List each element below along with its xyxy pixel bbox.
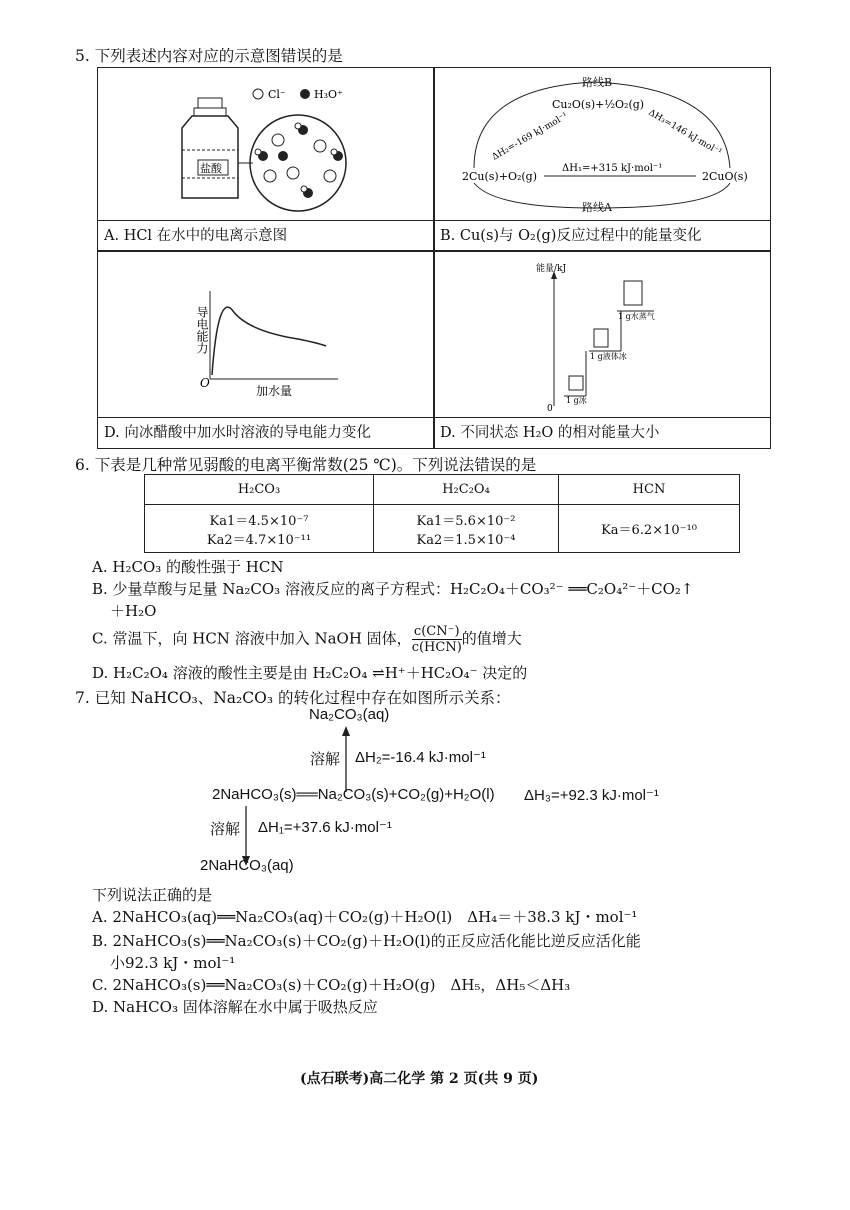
ka-header-h2co3: H₂CO₃ xyxy=(145,475,374,505)
q6-option-c: C. 常温下，向 HCN 溶液中加入 NaOH 固体， $\frac{c(CN^-)}{\text{c(HCN)}}$ 的值增大 xyxy=(92,624,522,655)
q7-option-c: C. 2NaHCO₃(s)══Na₂CO₃(s)＋CO₂(g)＋H₂O(g) ΔH₅，ΔH₅＜ΔH₃ xyxy=(92,976,571,994)
ka-table xyxy=(144,474,740,553)
q7-top-species: Na₂CO₃(aq) xyxy=(309,706,390,723)
hcl-ionization-diagram xyxy=(98,68,434,218)
q7-dh3: ΔH₃=+92.3 kJ·mol⁻¹ xyxy=(524,787,659,804)
energy-zero: 0 xyxy=(547,404,553,414)
chart-origin: O xyxy=(200,376,210,390)
q7-dissolve-bottom: 溶解 xyxy=(210,820,241,838)
q5-c-caption: D. 向冰醋酸中加水时溶液的导电能力变化 xyxy=(104,425,371,441)
ka-header-hcn: HCN xyxy=(559,475,740,505)
q7-option-a: A. 2NaHCO₃(aq)══Na₂CO₃(aq)＋CO₂(g)＋H₂O(l) ΔH₄＝＋38.3 kJ・mol⁻¹ xyxy=(92,908,638,926)
q5-panel-c xyxy=(97,250,435,449)
q5-stem: 5. 下列表述内容对应的示意图错误的是 xyxy=(75,47,343,65)
q5-panel-b xyxy=(433,67,771,252)
energy-ylabel: 能量/kJ xyxy=(536,264,567,274)
chart-xlabel: 加水量 xyxy=(256,384,293,398)
route-a-label: 路线A xyxy=(582,201,612,214)
cu-top: Cu₂O(s)+½O₂(g) xyxy=(552,98,645,111)
q7-option-d: D. NaHCO₃ 固体溶解在水中属于吸热反应 xyxy=(92,998,378,1016)
q5-a-caption: A. HCl 在水中的电离示意图 xyxy=(104,228,288,244)
dh1-label: ΔH₁=+315 kJ·mol⁻¹ xyxy=(562,163,663,174)
q6-option-a: A. H₂CO₃ 的酸性强于 HCN xyxy=(92,558,284,576)
q5-d-caption: D. 不同状态 H₂O 的相对能量大小 xyxy=(440,425,660,441)
q6-option-b: B. 少量草酸与足量 Na₂CO₃ 溶液反应的离子方程式：H₂C₂O₄＋CO₃²⁻ ══C₂O₄²⁻＋CO₂↑ xyxy=(92,580,694,598)
cu-left: 2Cu(s)+O₂(g) xyxy=(462,170,537,183)
dh3-label: ΔH₃=146 kJ·mol⁻¹ xyxy=(646,107,724,158)
cu-energy-diagram xyxy=(434,68,770,218)
dh2-label: ΔH₂=-169 kJ·mol⁻¹ xyxy=(490,111,570,163)
page-footer: (点石联考)高二化学 第 2 页(共 9 页) xyxy=(300,1071,539,1087)
level-liquid: 1 g液体冰 xyxy=(590,352,627,361)
cu-right: 2CuO(s) xyxy=(702,170,748,183)
q7-dh1: ΔH₁=+37.6 kJ·mol⁻¹ xyxy=(258,819,392,836)
q6-option-b-cont: ＋H₂O xyxy=(110,602,157,620)
ka-header-h2c2o4: H₂C₂O₄ xyxy=(374,475,559,505)
q7-option-b: B. 2NaHCO₃(s)══Na₂CO₃(s)＋CO₂(g)＋H₂O(l)的正反应活化能比逆反应活化能 xyxy=(92,932,641,950)
q5-panel-d xyxy=(433,250,771,449)
level-vapor: 1 g水蒸气 xyxy=(618,312,655,321)
ka-cell-h2co3: Ka1＝4.5×10⁻⁷ Ka2＝4.7×10⁻¹¹ xyxy=(145,505,374,553)
q6-option-d: D. H₂C₂O₄ 溶液的酸性主要是由 H₂C₂O₄ ⇌H⁺＋HC₂O₄⁻ 决定的 xyxy=(92,664,528,682)
q7-option-b-cont: 小92.3 kJ・mol⁻¹ xyxy=(110,954,236,972)
q7-dh2: ΔH₂=-16.4 kJ·mol⁻¹ xyxy=(355,749,486,766)
q5-b-caption: B. Cu(s)与 O₂(g)反应过程中的能量变化 xyxy=(440,228,702,244)
chart-ylabel: 导电能力 xyxy=(195,306,209,354)
legend-cl: Cl⁻ xyxy=(268,88,286,101)
q7-dissolve-top: 溶解 xyxy=(310,750,341,768)
bottle-label: 盐酸 xyxy=(200,162,222,175)
ka-cell-h2c2o4: Ka1＝5.6×10⁻² Ka2＝1.5×10⁻⁴ xyxy=(374,505,559,553)
q7-bottom-species: 2NaHCO₃(aq) xyxy=(200,857,294,874)
q5-panel-a xyxy=(97,67,435,252)
q7-main-eq: 2NaHCO₃(s)══Na₂CO₃(s)+CO₂(g)+H₂O(l) xyxy=(212,786,495,803)
q7-stem: 7. 已知 NaHCO₃、Na₂CO₃ 的转化过程中存在如图所示关系： xyxy=(75,689,511,707)
route-b-label: 路线B xyxy=(582,76,613,89)
q6-stem: 6. 下表是几种常见弱酸的电离平衡常数(25 ℃)。下列说法错误的是 xyxy=(75,456,537,474)
level-ice: 1 g冰 xyxy=(566,396,587,405)
water-energy-chart xyxy=(434,251,770,416)
legend-h3o: H₃O⁺ xyxy=(314,88,343,101)
conductivity-chart xyxy=(98,251,434,416)
ka-cell-hcn: Ka＝6.2×10⁻¹⁰ xyxy=(559,505,740,553)
q7-lead: 下列说法正确的是 xyxy=(92,886,213,904)
